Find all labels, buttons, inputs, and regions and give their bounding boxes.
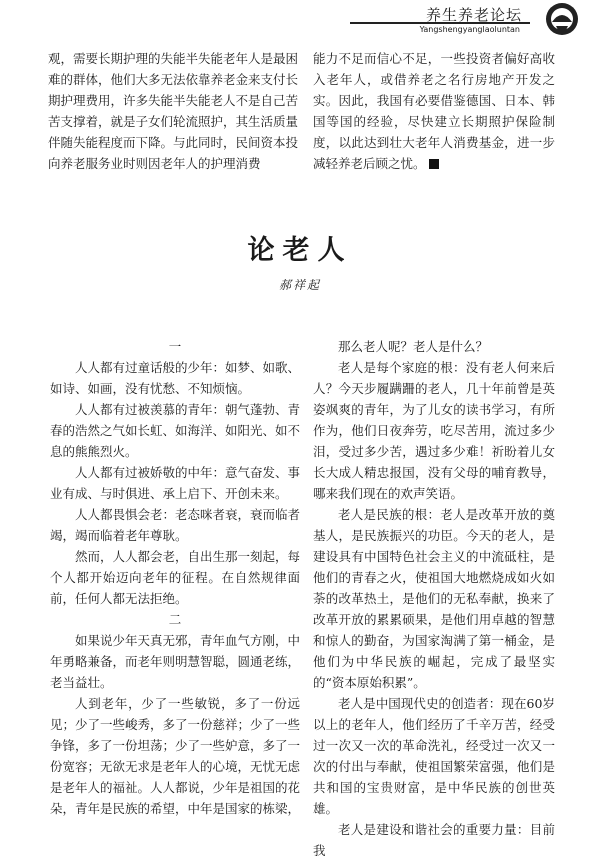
body-paragraph: 老人是每个家庭的根：没有老人何来后人？今天步履蹒跚的老人，几十年前曾是英姿飒爽的青年，为了儿女的读书学习，有所作为，他们日夜奔劳，吃尽苦用，流过多少泪，受过多少苦，遇过多少难！祈盼着儿女长大成人精忠报国，没有父母的哺育教导，哪来我们现在的欢声笑语。 bbox=[313, 360, 555, 501]
page-header bbox=[0, 0, 600, 40]
article-author: 郝祥起 bbox=[278, 278, 321, 292]
body-paragraph: 人人都畏惧会老：老态咪者衰，衰而临者竭，竭而临着老年尊耿。 bbox=[50, 507, 301, 543]
header-subtitle: Yangshengyanglaoluntan bbox=[419, 25, 520, 34]
body-paragraph: 人人都有过童话般的少年：如梦、如歌、如诗、如画，没有忧愁、不知烦恼。 bbox=[50, 360, 301, 396]
body-paragraph: 然而，人人都会老，自出生那一刻起，每个人都开始迈向老年的征程。在自然规律面前，任何人都无法拒绝。 bbox=[50, 549, 301, 606]
prev-article-paragraph: 观，需要长期护理的失能半失能老年人是最困难的群体，他们大多无法依靠养老金来支付长期护理费用，许多失能半失能老人不是自己苦苦支撑着，就是子女们轮流照护，其生活质量伴随失能程度而下降。与此同时，民间资本投向养老服务业时则因老年人的护理消费 bbox=[48, 51, 299, 171]
body-paragraph: 老人是民族的根：老人是改革开放的奠基人，是民族振兴的功臣。今天的老人，是建设具有中国特色社会主义的中流砥柱，是他们的青春之火，使祖国大地燃烧成如火如荼的改革热土，是他们的无私奉献，换来了改革开放的累累硕果，是他们用卓越的智慧和惊人的勤奋，为国家淘满了第一桶金，是他们为中华民族的崛起，完成了最坚实的“资本原始积累”。 bbox=[313, 507, 555, 690]
magazine-logo-icon bbox=[538, 2, 586, 36]
section-heading-two: 二 bbox=[168, 612, 182, 627]
body-paragraph: 如果说少年天真无邪，青年血气方刚，中年勇略兼备，而老年则明慧智聪，圆通老练，老当益壮。 bbox=[50, 633, 301, 690]
body-paragraph: 老人是建设和谐社会的重要力量：目前我 bbox=[313, 822, 555, 858]
body-paragraph: 那么老人呢？老人是什么？ bbox=[338, 339, 489, 354]
article-right-column bbox=[313, 336, 555, 861]
body-paragraph: 人人都有过被羡慕的青年：朝气蓬勃、青春的浩然之气如长虹、如海洋、如阳光、如不息的熊熊烈火。 bbox=[50, 402, 301, 459]
top-right-column bbox=[313, 48, 555, 174]
body-paragraph: 老人是中国现代史的创造者：现在60岁以上的老年人，他们经历了千辛万苦，经受过一次又一次的革命洗礼，经受过一次又一次的付出与奉献，使祖国繁荣富强，他们是共和国的宝贵财富，是中华民族的创世英雄。 bbox=[313, 696, 555, 816]
end-mark-icon bbox=[429, 159, 439, 169]
header-title: 养生养老论坛 bbox=[425, 6, 522, 24]
top-left-column bbox=[48, 48, 298, 174]
prev-article-paragraph-end: 能力不足而信心不足，一些投资者偏好高收入老年人，或借养老之名行房地产开发之实。因此，我国有必要借鉴德国、日本、韩国等国的经验，尽快建立长期照护保险制度，以此达到壮大老年人消费基金，进一步减轻养老后顾之忧。 bbox=[313, 51, 555, 171]
body-paragraph: 人人都有过被娇敬的中年：意气奋发、事业有成、与时俱进、承上启下、开创未来。 bbox=[50, 465, 301, 501]
article-left-column bbox=[50, 336, 300, 819]
body-paragraph: 人到老年，少了一些敏锐，多了一份远见；少了一些峻秀，多了一份慈祥；少了一些争锋，多了一份坦荡；少了一些妒意，多了一份宽容；无欲无求是老年人的心境，无忧无虑是老年人的福祉。人人都说，少年是祖国的花朵，青年是民族的希望，中年是国家的栋梁， bbox=[50, 696, 301, 816]
article-title: 论老人 bbox=[247, 235, 353, 266]
section-heading-one: 一 bbox=[168, 339, 182, 354]
